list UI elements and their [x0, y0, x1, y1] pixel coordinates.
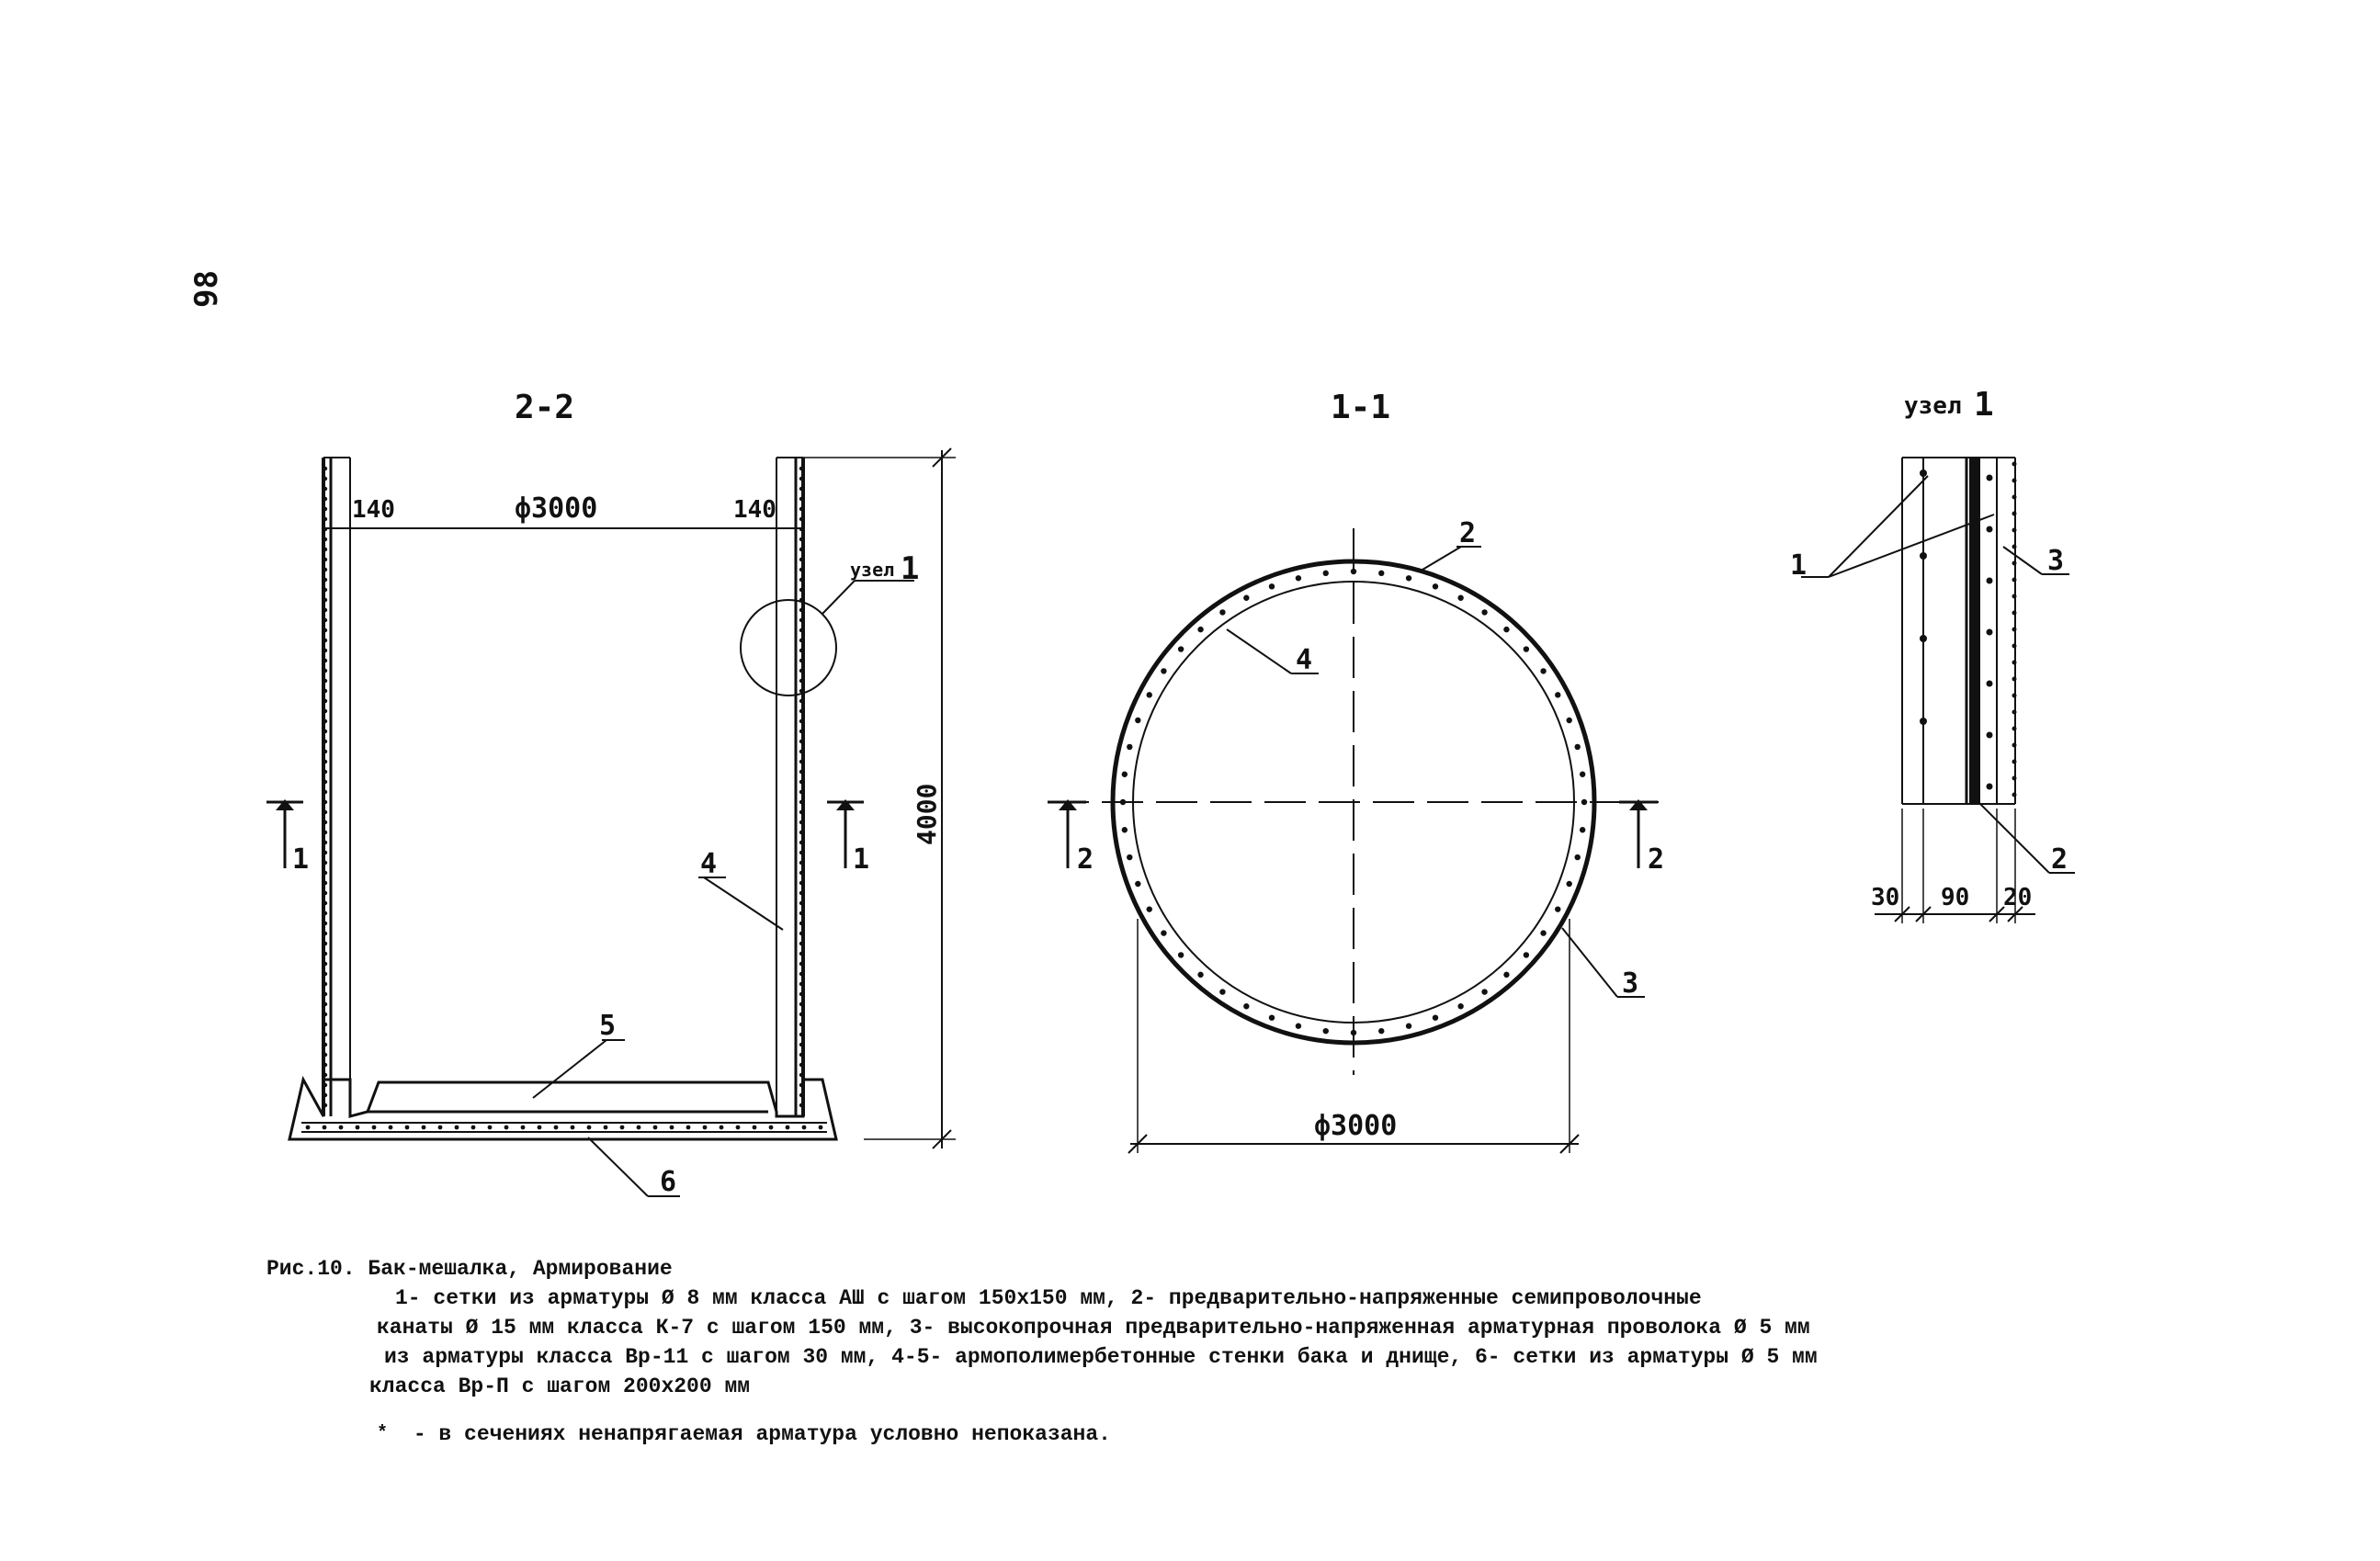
caption-title: Рис.10. Бак-мешалка, Армирование [266, 1257, 673, 1281]
slab-rebar-dot [604, 1126, 608, 1130]
slab-rebar-dot [389, 1126, 393, 1130]
slab-rebar-dot [306, 1126, 311, 1130]
node-rebar-dot [2012, 644, 2017, 649]
wall-rebar-dot [799, 740, 803, 743]
wall-rebar-dot [799, 719, 803, 723]
wall-rebar-dot [323, 911, 327, 915]
wall-rebar-dot [323, 1033, 327, 1036]
node-rebar-dot [2012, 694, 2017, 698]
ring-rebar-dot [1122, 772, 1128, 777]
callout-6: 6 [660, 1166, 677, 1198]
cut-mark-2-left: 2 [1077, 843, 1094, 876]
wall-rebar-dot [323, 820, 327, 824]
wall-rebar-dot [799, 810, 803, 814]
page-number: 98 [188, 270, 225, 308]
ring-rebar-dot [1127, 744, 1132, 750]
wall-rebar-dot [323, 962, 327, 966]
wall-rebar-dot [323, 780, 327, 784]
wall-rebar-dot [323, 537, 327, 541]
cut-mark-2-right: 2 [1648, 843, 1665, 876]
ring-rebar-dot [1197, 627, 1203, 632]
node-rebar-dot [2012, 545, 2017, 549]
dim-diameter-section11: ф3000 [1314, 1110, 1398, 1142]
node-rebar-dot [2012, 611, 2017, 616]
wall-rebar-dot [323, 628, 327, 632]
wall-rebar-dot [323, 992, 327, 996]
wall-rebar-dot [799, 780, 803, 784]
wall-rebar-dot [799, 467, 803, 470]
ring-rebar-dot [1566, 718, 1571, 723]
dim-height: 4000 [912, 783, 942, 845]
wall-rebar-dot [323, 1073, 327, 1077]
slab-rebar-dot [786, 1126, 790, 1130]
wall-rebar-dot [323, 922, 327, 925]
wall-rebar-dot [323, 1002, 327, 1006]
slab-rebar-dot [637, 1126, 641, 1130]
wall-rebar-dot [799, 618, 803, 622]
ring-rebar-dot [1178, 646, 1184, 651]
caption-line-4: класса Вр-П с шагом 200х200 мм [369, 1374, 751, 1398]
wall-rebar-dot [323, 507, 327, 511]
wall-rebar-dot [323, 608, 327, 612]
ring-rebar-dot [1503, 972, 1509, 978]
dim-right-thickness: 140 [733, 496, 776, 524]
ring-rebar-dot [1555, 906, 1560, 911]
node-rebar-dot [2012, 793, 2017, 797]
wall-rebar-dot [323, 517, 327, 521]
wall-rebar-dot [799, 831, 803, 834]
wall-rebar-dot [799, 750, 803, 753]
wall-rebar-dot [323, 851, 327, 854]
node-1-number: 1 [901, 550, 920, 587]
wall-rebar-dot [799, 679, 803, 683]
wall-rebar-dot [323, 1043, 327, 1046]
wall-rebar-dot [799, 1012, 803, 1016]
ring-rebar-dot [1378, 571, 1384, 576]
slab-rebar-dots [306, 1126, 823, 1130]
node-1-detail-view [1790, 386, 2075, 923]
wall-rebar-dot [323, 497, 327, 501]
wall-rebar-dot [323, 618, 327, 622]
caption-line-3: из арматуры класса Вр-11 с шагом 30 мм, 4-5- армополимербетонные стенки бака и днище, 6- сетки из арматуры Ø 5 мм [384, 1345, 1818, 1369]
wall-rebar-dot [799, 477, 803, 481]
wall-rebar-dot [799, 537, 803, 541]
wall-rebar-dot [799, 871, 803, 875]
slab-rebar-dot [670, 1126, 674, 1130]
node-rebar-dot [1987, 526, 1993, 533]
wall-rebar-dot [799, 709, 803, 713]
slab-rebar-dot [571, 1126, 575, 1130]
ring-rebar-dot [1566, 881, 1571, 887]
ring-rebar-dot [1147, 906, 1152, 911]
wall-rebar-dot [323, 831, 327, 834]
wall-rebar-dot [323, 558, 327, 561]
node-rebar-dot [1920, 635, 1927, 642]
wall-rebar-dot [323, 932, 327, 935]
wall-rebar-dot [323, 770, 327, 774]
wall-rebar-dot [799, 922, 803, 925]
node-rebar-dots [1920, 462, 2017, 797]
ring-rebar-dot [1457, 1003, 1463, 1009]
ring-rebar-dot [1406, 575, 1411, 581]
wall-rebar-dot [799, 972, 803, 976]
note-text: - в сечениях ненапрягаемая арматура условно непоказана. [413, 1422, 1111, 1446]
wall-rebar-dot [799, 992, 803, 996]
node-1-title-number: 1 [1974, 386, 1994, 424]
slab-rebar-dot [769, 1126, 774, 1130]
wall-rebar-dot [323, 1053, 327, 1057]
ring-rebar-dot [1197, 972, 1203, 978]
wall-rebar-dot [799, 639, 803, 642]
wall-rebar-dot [799, 568, 803, 571]
wall-rebar-dot [799, 962, 803, 966]
wall-rebar-dot [799, 699, 803, 703]
node-rebar-dot [2012, 561, 2017, 566]
caption-line-2: канаты Ø 15 мм класса К-7 с шагом 150 мм, 3- высокопрочная предварительно-напряженная арматурная проволока Ø 5 мм [377, 1316, 1810, 1340]
slab-rebar-dot [620, 1126, 625, 1130]
caption-line-1: 1- сетки из арматуры Ø 8 мм класса АШ с шагом 150х150 мм, 2- предварительно-напряженные семипроволочные [395, 1286, 1702, 1310]
ring-rebar-dot [1580, 827, 1585, 832]
section-2-2-title: 2-2 [515, 389, 575, 426]
node-rebar-dot [1987, 732, 1993, 739]
wall-rebar-dot [799, 942, 803, 945]
slab-rebar-dot [471, 1126, 476, 1130]
wall-rebar-dot [799, 861, 803, 865]
wall-rebar-dot [323, 891, 327, 895]
dim-inner-diameter: ф3000 [515, 492, 598, 525]
slab-rebar-dot [356, 1126, 360, 1130]
slab-rebar-dot [438, 1126, 443, 1130]
wall-rebar-dot [323, 800, 327, 804]
ring-rebar-dot [1503, 627, 1509, 632]
wall-rebar-dot [799, 841, 803, 844]
node-1-title-word: узел [1904, 392, 1962, 420]
wall-rebar-dot [323, 760, 327, 764]
ring-rebar-dot [1323, 1028, 1329, 1034]
callout-4-section11: 4 [1296, 644, 1313, 676]
ring-rebar-dot [1243, 595, 1249, 601]
wall-rebar-dot [323, 730, 327, 733]
node-rebar-dot [1920, 552, 1927, 560]
ring-rebar-dot [1524, 646, 1529, 651]
wall-rebar-dot [799, 507, 803, 511]
ring-rebar-dot [1581, 799, 1587, 805]
slab-rebar-dot [405, 1126, 410, 1130]
ring-rebar-dot [1540, 668, 1546, 673]
ring-rebar-dot [1161, 668, 1166, 673]
slab-rebar-dot [720, 1126, 724, 1130]
caption-note [377, 1420, 2104, 1449]
ring-rebar-dot [1524, 952, 1529, 957]
slab-rebar-dot [753, 1126, 757, 1130]
wall-rebar-dot [799, 730, 803, 733]
wall-rebar-dot [323, 568, 327, 571]
node-rebar-dot [2012, 495, 2017, 500]
ring-rebar-dot [1127, 854, 1132, 860]
dim-node-90: 90 [1941, 884, 1970, 911]
node-1-label: узел [850, 559, 895, 581]
wall-rebar-dot [323, 709, 327, 713]
ring-rebar-dot [1323, 571, 1329, 576]
ring-rebar-dot [1481, 989, 1487, 994]
wall-rebar-dot [323, 952, 327, 956]
node-rebar-dot [2012, 760, 2017, 764]
wall-rebar-dot [799, 558, 803, 561]
slab-rebar-dot [488, 1126, 493, 1130]
node-rebar-dot [1987, 475, 1993, 481]
ring-rebar-dot [1481, 609, 1487, 615]
callout-3-section11: 3 [1622, 967, 1639, 1000]
wall-rebar-dot [323, 467, 327, 470]
section-1-1-view [1048, 389, 1664, 1153]
wall-rebar-dot [799, 649, 803, 652]
callout-2-section11: 2 [1459, 517, 1477, 549]
wall-rebar-dot [323, 740, 327, 743]
section-2-2-view [266, 389, 956, 1198]
wall-rebar-dot [799, 608, 803, 612]
slab-rebar-dot [819, 1126, 823, 1130]
ring-rebar-dot [1219, 989, 1225, 994]
cut-mark-left: 1 [292, 843, 310, 876]
ring-rebar-dot [1122, 827, 1128, 832]
wall-rebar-dot [799, 881, 803, 885]
ring-rebar-dot [1219, 609, 1225, 615]
slab-rebar-dot [538, 1126, 542, 1130]
node-rebar-dot [2012, 594, 2017, 599]
wall-rebar-dot [799, 628, 803, 632]
wall-rebar-dot [323, 972, 327, 976]
wall-rebar-dot [799, 1023, 803, 1026]
callout-2-node: 2 [2051, 843, 2068, 876]
wall-rebar-dot [799, 770, 803, 774]
note-star: * [377, 1423, 389, 1444]
wall-rebar-dot [323, 1012, 327, 1016]
ring-rebar-dot [1575, 744, 1581, 750]
wall-rebar-dot [799, 588, 803, 592]
wall-rebar-dot [323, 639, 327, 642]
ring-rebar-dot [1406, 1024, 1411, 1029]
figure-caption [266, 1254, 2104, 1449]
dim-left-thickness: 140 [352, 496, 395, 524]
ring-rebar-dot [1243, 1003, 1249, 1009]
wall-rebar-dot [323, 1023, 327, 1026]
wall-rebar-dot [799, 760, 803, 764]
wall-rebar-dot [323, 750, 327, 753]
wall-rebar-dots [323, 467, 803, 1107]
wall-rebar-dot [799, 497, 803, 501]
wall-rebar-dot [323, 881, 327, 885]
node-rebar-dot [1987, 629, 1993, 636]
ring-rebar-dot [1296, 575, 1301, 581]
dim-node-20: 20 [2003, 884, 2033, 911]
wall-rebar-dot [799, 901, 803, 905]
ring-rebar-dot [1269, 583, 1275, 589]
callout-3-node: 3 [2047, 545, 2065, 577]
node-rebar-dot [2012, 661, 2017, 665]
wall-rebar-dot [799, 1063, 803, 1067]
node-rebar-dot [2012, 743, 2017, 748]
wall-rebar-dot [799, 669, 803, 673]
wall-rebar-dot [323, 810, 327, 814]
wall-rebar-dot [323, 719, 327, 723]
wall-rebar-dot [323, 598, 327, 602]
ring-rebar-dot [1575, 854, 1581, 860]
slab-rebar-dot [504, 1126, 509, 1130]
wall-rebar-dot [323, 982, 327, 986]
wall-rebar-dot [799, 1033, 803, 1036]
slab-rebar-dot [455, 1126, 459, 1130]
wall-rebar-dot [799, 1053, 803, 1057]
wall-rebar-dot [323, 790, 327, 794]
slab-rebar-dot [802, 1126, 807, 1130]
ring-rebar-dot [1457, 595, 1463, 601]
wall-rebar-dot [799, 952, 803, 956]
node-1-circle [741, 600, 836, 696]
wall-rebar-dot [323, 487, 327, 491]
dim-node-30: 30 [1871, 884, 1900, 911]
wall-rebar-dot [799, 487, 803, 491]
node-rebar-dot [1920, 718, 1927, 725]
wall-rebar-dot [799, 982, 803, 986]
ring-rebar-dot [1433, 1014, 1438, 1020]
node-rebar-dot [1987, 681, 1993, 687]
wall-rebar-dot [799, 1002, 803, 1006]
callout-4: 4 [700, 848, 718, 880]
wall-rebar-dot [323, 901, 327, 905]
node-rebar-dot [1920, 469, 1927, 477]
ring-rebar-dot [1147, 692, 1152, 697]
wall-rebar-dot [799, 891, 803, 895]
node-rebar-dot [1987, 784, 1993, 790]
ring-rebar-dot [1296, 1024, 1301, 1029]
wall-rebar-dot [323, 669, 327, 673]
section-1-1-title: 1-1 [1331, 389, 1391, 426]
wall-rebar-dot [323, 477, 327, 481]
node-rebar-dot [2012, 727, 2017, 731]
wall-rebar-dot [799, 517, 803, 521]
wall-rebar-dot [799, 911, 803, 915]
slab-rebar-dot [554, 1126, 559, 1130]
slab-rebar-dot [372, 1126, 377, 1130]
wall-rebar-dot [323, 942, 327, 945]
ring-rebar-dot [1433, 583, 1438, 589]
node-rebar-dot [2012, 528, 2017, 533]
ring-rebar-dot [1161, 930, 1166, 935]
wall-rebar-dot [323, 659, 327, 662]
wall-rebar-dot [323, 548, 327, 551]
callout-5: 5 [599, 1010, 617, 1042]
node-rebar-dot [2012, 677, 2017, 682]
ring-rebar-dot [1378, 1028, 1384, 1034]
wall-rebar-dot [323, 871, 327, 875]
slab-rebar-dot [653, 1126, 658, 1130]
wall-rebar-dot [799, 578, 803, 582]
wall-rebar-dot [323, 861, 327, 865]
node-rebar-dot [2012, 710, 2017, 715]
wall-rebar-dot [323, 689, 327, 693]
wall-rebar-dot [323, 578, 327, 582]
wall-rebar-dot [799, 820, 803, 824]
wall-rebar-dot [799, 800, 803, 804]
slab-rebar-dot [422, 1126, 426, 1130]
ring-rebar-dot [1135, 881, 1140, 887]
wall-rebar-dot [799, 1043, 803, 1046]
ring-rebar-dot [1178, 952, 1184, 957]
wall-rebar-dot [323, 1063, 327, 1067]
ring-rebar-dot [1135, 718, 1140, 723]
wall-rebar-dot [799, 659, 803, 662]
cut-mark-right: 1 [853, 843, 870, 876]
callout-1-node: 1 [1790, 549, 1808, 582]
slab-rebar-dot [736, 1126, 741, 1130]
wall-rebar-dot [323, 699, 327, 703]
node-rebar-dot [2012, 462, 2017, 467]
wall-rebar-dot [323, 649, 327, 652]
slab-rebar-dot [339, 1126, 344, 1130]
wall-rebar-dot [323, 588, 327, 592]
wall-rebar-dot [799, 689, 803, 693]
wall-rebar-dot [799, 932, 803, 935]
slab-rebar-dot [587, 1126, 592, 1130]
slab-rebar-dot [521, 1126, 526, 1130]
wall-rebar-dot [799, 851, 803, 854]
node-rebar-dot [2012, 512, 2017, 516]
node-rebar-dot [1987, 578, 1993, 584]
node-rebar-dot [2012, 628, 2017, 632]
ring-rebar-dot [1540, 930, 1546, 935]
wall-rebar-dot [799, 1073, 803, 1077]
node-rebar-dot [2012, 578, 2017, 583]
node-rebar-dot [2012, 776, 2017, 781]
slab-rebar-dot [323, 1126, 327, 1130]
slab-rebar-dot [703, 1126, 708, 1130]
slab-rebar-dot [686, 1126, 691, 1130]
wall-rebar-dot [799, 548, 803, 551]
wall-rebar-dot [323, 679, 327, 683]
ring-rebar-dot [1580, 772, 1585, 777]
ring-rebar-dot [1555, 692, 1560, 697]
node-rebar-dot [2012, 479, 2017, 483]
wall-rebar-dot [799, 790, 803, 794]
wall-rebar-dot [323, 841, 327, 844]
ring-rebar-dot [1269, 1014, 1275, 1020]
